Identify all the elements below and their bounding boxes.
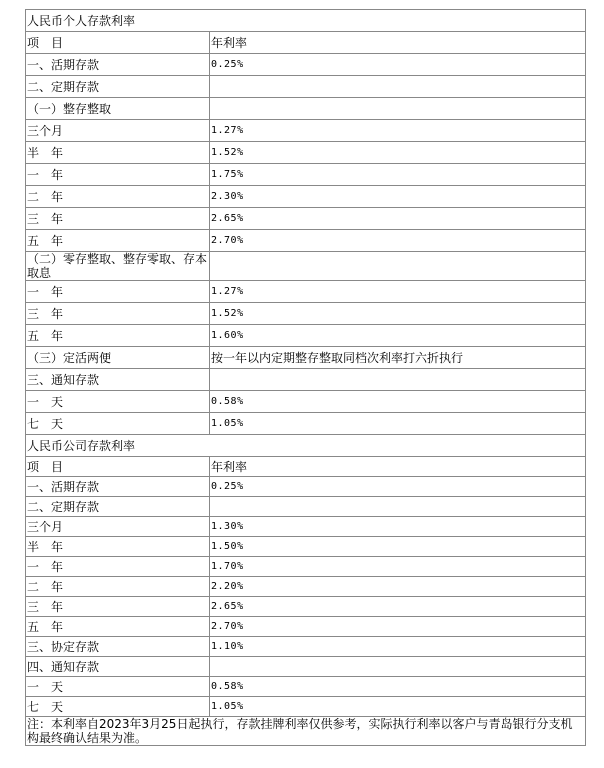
table-row bbox=[26, 391, 586, 413]
annual-rate: 1.27% bbox=[210, 281, 586, 303]
table-row bbox=[26, 76, 586, 98]
table-row bbox=[26, 252, 586, 281]
section-title-row bbox=[26, 10, 586, 32]
section-title: 人民币个人存款利率 bbox=[26, 10, 586, 32]
deposit-type: 二、定期存款 bbox=[26, 76, 210, 98]
annual-rate: 1.27% bbox=[210, 120, 586, 142]
section-title-row bbox=[26, 435, 586, 457]
table-row bbox=[26, 677, 586, 697]
table-row bbox=[26, 413, 586, 435]
annual-rate: 按一年以内定期整存整取同档次利率打六折执行 bbox=[210, 347, 586, 369]
table-row bbox=[26, 697, 586, 717]
table-row bbox=[26, 537, 586, 557]
deposit-type: 七 天 bbox=[26, 413, 210, 435]
table-row bbox=[26, 54, 586, 76]
deposit-type: 二、定期存款 bbox=[26, 497, 210, 517]
annual-rate: 0.58% bbox=[210, 677, 586, 697]
note-row bbox=[26, 717, 586, 746]
annual-rate: 2.70% bbox=[210, 617, 586, 637]
annual-rate: 2.65% bbox=[210, 597, 586, 617]
section-title: 人民币公司存款利率 bbox=[26, 435, 586, 457]
deposit-type: 半 年 bbox=[26, 142, 210, 164]
deposit-type: 半 年 bbox=[26, 537, 210, 557]
annual-rate: 2.20% bbox=[210, 577, 586, 597]
deposit-type: 三、协定存款 bbox=[26, 637, 210, 657]
table-row bbox=[26, 186, 586, 208]
annual-rate: 1.60% bbox=[210, 325, 586, 347]
table-row bbox=[26, 617, 586, 637]
deposit-type: （一）整存整取 bbox=[26, 98, 210, 120]
table-row bbox=[26, 657, 586, 677]
annual-rate: 1.05% bbox=[210, 413, 586, 435]
table-row bbox=[26, 208, 586, 230]
table-row bbox=[26, 517, 586, 537]
table-row bbox=[26, 369, 586, 391]
deposit-type: 三个月 bbox=[26, 517, 210, 537]
annual-rate bbox=[210, 252, 586, 281]
table-row bbox=[26, 303, 586, 325]
deposit-type: 一 天 bbox=[26, 677, 210, 697]
deposit-type: 三 年 bbox=[26, 303, 210, 325]
header-row bbox=[26, 32, 586, 54]
deposit-type: 五 年 bbox=[26, 230, 210, 252]
table-row bbox=[26, 637, 586, 657]
deposit-type: 三个月 bbox=[26, 120, 210, 142]
table-row bbox=[26, 120, 586, 142]
table-row bbox=[26, 142, 586, 164]
deposit-type: 三、通知存款 bbox=[26, 369, 210, 391]
deposit-rate-table bbox=[25, 9, 586, 746]
deposit-type: 二 年 bbox=[26, 577, 210, 597]
annual-rate bbox=[210, 369, 586, 391]
annual-rate bbox=[210, 76, 586, 98]
deposit-type: 一 年 bbox=[26, 281, 210, 303]
table-row bbox=[26, 597, 586, 617]
annual-rate: 1.70% bbox=[210, 557, 586, 577]
deposit-type: 二 年 bbox=[26, 186, 210, 208]
header-item: 项 目 bbox=[26, 457, 210, 477]
table-row bbox=[26, 230, 586, 252]
annual-rate: 2.30% bbox=[210, 186, 586, 208]
deposit-type: 三 年 bbox=[26, 597, 210, 617]
table-row bbox=[26, 325, 586, 347]
annual-rate: 1.52% bbox=[210, 142, 586, 164]
header-rate: 年利率 bbox=[210, 457, 586, 477]
deposit-type: 七 天 bbox=[26, 697, 210, 717]
annual-rate: 0.58% bbox=[210, 391, 586, 413]
annual-rate: 1.75% bbox=[210, 164, 586, 186]
annual-rate bbox=[210, 497, 586, 517]
annual-rate: 0.25% bbox=[210, 477, 586, 497]
deposit-type: 一 年 bbox=[26, 557, 210, 577]
table-row bbox=[26, 577, 586, 597]
table-row bbox=[26, 281, 586, 303]
deposit-type: 一、活期存款 bbox=[26, 54, 210, 76]
header-row bbox=[26, 457, 586, 477]
annual-rate: 0.25% bbox=[210, 54, 586, 76]
table-row bbox=[26, 164, 586, 186]
deposit-type: （三）定活两便 bbox=[26, 347, 210, 369]
deposit-type: （二）零存整取、整存零取、存本取息 bbox=[26, 252, 210, 281]
deposit-type: 一、活期存款 bbox=[26, 477, 210, 497]
annual-rate: 1.05% bbox=[210, 697, 586, 717]
table-row bbox=[26, 347, 586, 369]
table-row bbox=[26, 497, 586, 517]
header-rate: 年利率 bbox=[210, 32, 586, 54]
annual-rate bbox=[210, 98, 586, 120]
annual-rate: 1.30% bbox=[210, 517, 586, 537]
deposit-type: 五 年 bbox=[26, 325, 210, 347]
deposit-type: 一 年 bbox=[26, 164, 210, 186]
deposit-type: 四、通知存款 bbox=[26, 657, 210, 677]
deposit-type: 五 年 bbox=[26, 617, 210, 637]
header-item: 项 目 bbox=[26, 32, 210, 54]
annual-rate: 2.70% bbox=[210, 230, 586, 252]
annual-rate: 1.10% bbox=[210, 637, 586, 657]
annual-rate bbox=[210, 657, 586, 677]
deposit-type: 三 年 bbox=[26, 208, 210, 230]
table-row bbox=[26, 477, 586, 497]
table-row bbox=[26, 557, 586, 577]
annual-rate: 1.50% bbox=[210, 537, 586, 557]
table-row bbox=[26, 98, 586, 120]
annual-rate: 1.52% bbox=[210, 303, 586, 325]
note-text: 注：本利率自2023年3月25日起执行，存款挂牌利率仅供参考，实际执行利率以客户与青岛银行分支机构最终确认结果为准。 bbox=[26, 717, 586, 746]
deposit-type: 一 天 bbox=[26, 391, 210, 413]
annual-rate: 2.65% bbox=[210, 208, 586, 230]
